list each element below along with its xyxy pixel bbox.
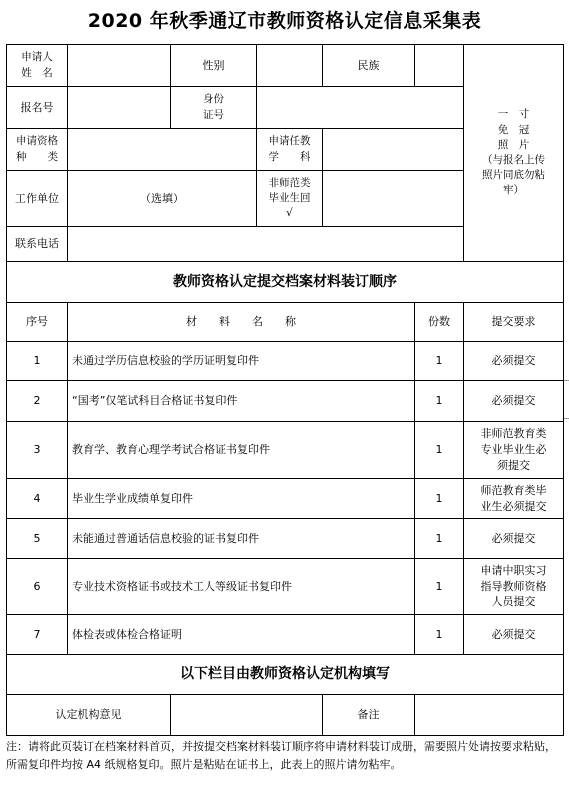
gender-field[interactable] — [257, 45, 323, 87]
info-collection-form — [6, 44, 564, 736]
subject-field[interactable] — [323, 129, 464, 171]
row4-no: 4 — [7, 479, 68, 519]
row5-no: 5 — [7, 519, 68, 559]
row7-count: 1 — [415, 615, 464, 655]
cert-type-field[interactable] — [68, 129, 257, 171]
ethnicity-field[interactable] — [415, 45, 464, 87]
col-header-name: 材 料 名 称 — [68, 303, 415, 342]
row2-count: 1 — [415, 381, 464, 422]
gender-label: 性别 — [171, 45, 257, 87]
authority-opinion-field[interactable] — [171, 695, 323, 735]
row5-material: 未能通过普通话信息校验的证书复印件 — [68, 519, 415, 559]
work-unit-field[interactable]: （选填） — [68, 171, 257, 227]
row1-requirement: 必须提交 — [464, 342, 563, 381]
edge-mark — [564, 380, 569, 381]
cert-type-label: 申请资格 种 类 — [7, 129, 68, 171]
row6-material: 专业技术资格证书或技术工人等级证书复印件 — [68, 559, 415, 615]
row5-count: 1 — [415, 519, 464, 559]
row3-material: 教育学、教育心理学考试合格证书复印件 — [68, 422, 415, 479]
row3-count: 1 — [415, 422, 464, 479]
row6-no: 6 — [7, 559, 68, 615]
section-materials-title: 教师资格认定提交档案材料装订顺序 — [7, 262, 563, 303]
row2-no: 2 — [7, 381, 68, 422]
row7-requirement: 必须提交 — [464, 615, 563, 655]
ethnicity-label: 民族 — [323, 45, 415, 87]
authority-opinion-label: 认定机构意见 — [7, 695, 171, 735]
work-unit-label: 工作单位 — [7, 171, 68, 227]
reg-no-label: 报名号 — [7, 87, 68, 129]
col-header-no: 序号 — [7, 303, 68, 342]
col-header-count: 份数 — [415, 303, 464, 342]
row4-material: 毕业生学业成绩单复印件 — [68, 479, 415, 519]
section-authority-title: 以下栏目由教师资格认定机构填写 — [7, 655, 563, 695]
row3-no: 3 — [7, 422, 68, 479]
edge-mark — [564, 418, 569, 419]
form-title: 2020 年秋季通辽市教师资格认定信息采集表 — [87, 10, 482, 32]
row7-material: 体检表或体检合格证明 — [68, 615, 415, 655]
row4-count: 1 — [415, 479, 464, 519]
non-normal-graduate-label: 非师范类 毕业生回 √ — [257, 171, 323, 227]
row6-requirement: 申请中职实习 指导教师资格 人员提交 — [464, 559, 563, 615]
remark-label: 备注 — [323, 695, 415, 735]
row1-material: 未通过学历信息校验的学历证明复印件 — [68, 342, 415, 381]
remark-field[interactable] — [415, 695, 563, 735]
row1-no: 1 — [7, 342, 68, 381]
photo-area: 一 寸 免 冠 照 片 （与报名上传 照片同底勿粘 牢） — [464, 45, 563, 262]
col-header-requirement: 提交要求 — [464, 303, 563, 342]
row4-requirement: 师范教育类毕 业生必须提交 — [464, 479, 563, 519]
row2-material: “国考”仅笔试科目合格证书复印件 — [68, 381, 415, 422]
non-normal-graduate-field[interactable] — [323, 171, 464, 227]
applicant-name-field[interactable] — [68, 45, 171, 87]
phone-field[interactable] — [68, 227, 464, 262]
applicant-name-label: 申请人 姓 名 — [7, 45, 68, 87]
row2-requirement: 必须提交 — [464, 381, 563, 422]
row1-count: 1 — [415, 342, 464, 381]
row6-count: 1 — [415, 559, 464, 615]
reg-no-field[interactable] — [68, 87, 171, 129]
row5-requirement: 必须提交 — [464, 519, 563, 559]
id-field[interactable] — [257, 87, 464, 129]
footnote: 注：请将此页装订在档案材料首页，并按提交档案材料装订顺序将申请材料装订成册，需要照片处请按要求粘贴，所需复印件均按 A4 纸规格复印。照片是粘贴在证书上，此表上的照片请勿粘牢。 — [6, 740, 556, 772]
id-label: 身份 证号 — [171, 87, 257, 129]
subject-label: 申请任教 学 科 — [257, 129, 323, 171]
row3-requirement: 非师范教育类 专业毕业生必 须提交 — [464, 422, 563, 479]
phone-label: 联系电话 — [7, 227, 68, 262]
row7-no: 7 — [7, 615, 68, 655]
